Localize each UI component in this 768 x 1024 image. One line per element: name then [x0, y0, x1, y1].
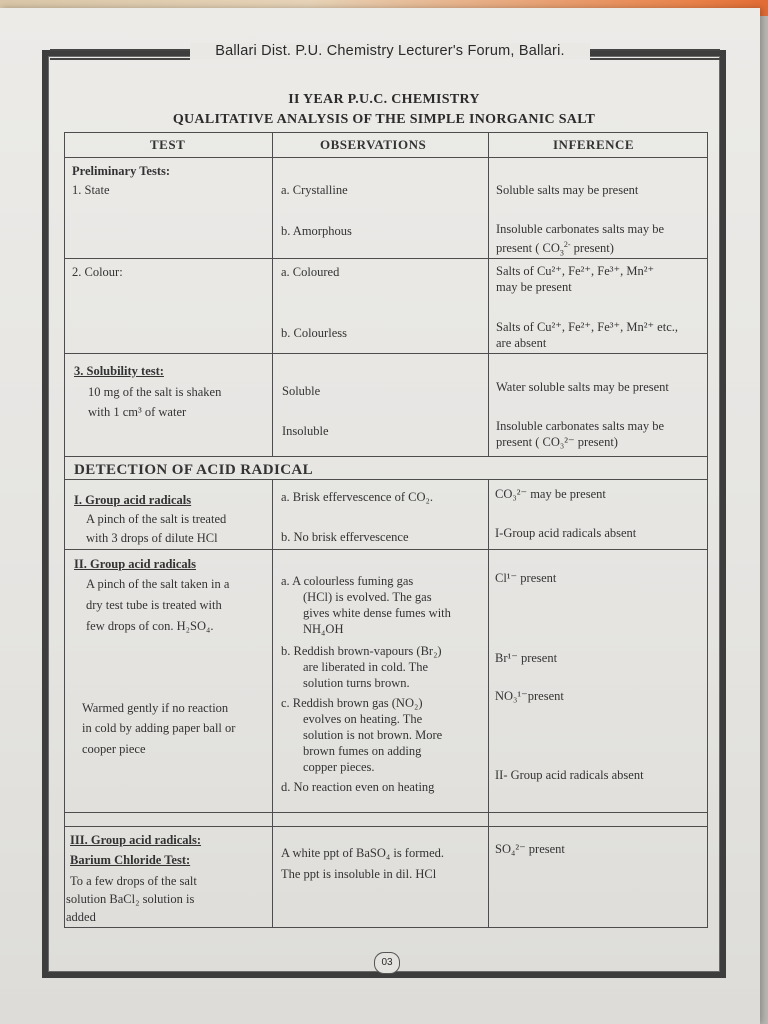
- col-divider: [488, 132, 489, 456]
- group3-subheading: Barium Chloride Test:: [70, 853, 191, 867]
- row-rule: [64, 812, 708, 813]
- page-number: 03: [374, 952, 400, 974]
- row-rule: [64, 826, 708, 827]
- colour-obs-b: b. Colourless: [281, 326, 347, 340]
- group2-inf-b: Br¹⁻ present: [495, 651, 558, 665]
- row-rule: [64, 479, 708, 480]
- group3-obs-line2: The ppt is insoluble in dil. HCl: [281, 867, 437, 881]
- col-divider: [272, 132, 273, 456]
- group2-test-line1: A pinch of the salt taken in a: [86, 577, 230, 591]
- group2-obs-c-line1: c. Reddish brown gas (NO₂): [281, 696, 423, 710]
- state-inf-a: Soluble salts may be present: [496, 183, 639, 197]
- group2-obs-a-line4: NH₄OH: [303, 622, 344, 636]
- header-rule-right: [590, 49, 720, 60]
- document-subtitle: QUALITATIVE ANALYSIS OF THE SIMPLE INORGANIC SALT: [172, 112, 596, 127]
- row-rule: [64, 549, 708, 550]
- group2-obs-a-line1: a. A colourless fuming gas: [281, 574, 414, 588]
- group2-test-line4: Warmed gently if no reaction: [82, 701, 229, 715]
- colour-inf-b-line1: Salts of Cu²⁺, Fe²⁺, Fe³⁺, Mn²⁺ etc.,: [496, 320, 679, 334]
- row-rule: [64, 353, 708, 354]
- col-header-inference: INFERENCE: [553, 137, 635, 152]
- group2-heading: II. Group acid radicals: [74, 557, 197, 571]
- solubility-inf-b-line2: present ( CO₃²⁻ present): [496, 435, 618, 449]
- group2-inf-a: Cl¹⁻ present: [495, 571, 557, 585]
- header-rule: [64, 157, 708, 158]
- col-divider: [272, 479, 273, 928]
- colour-test: 2. Colour:: [72, 265, 123, 279]
- solubility-heading: 3. Solubility test:: [74, 364, 164, 378]
- solubility-test-line2: with 1 cm³ of water: [88, 405, 187, 419]
- group2-inf-d: II- Group acid radicals absent: [495, 768, 644, 782]
- group2-obs-c-line3: solution is not brown. More: [303, 728, 443, 742]
- group2-test-line6: cooper piece: [82, 742, 146, 756]
- group3-test-line1: To a few drops of the salt: [70, 874, 197, 888]
- group1-test-line1: A pinch of the salt is treated: [86, 512, 227, 526]
- state-test: 1. State: [72, 183, 110, 197]
- group3-heading: III. Group acid radicals:: [70, 833, 202, 847]
- state-inf-b-line2: present ( $CO_3^{2-}$ present): [496, 240, 614, 258]
- document-title: II YEAR P.U.C. CHEMISTRY: [288, 92, 480, 107]
- group2-obs-a-line3: gives white dense fumes with: [303, 606, 451, 620]
- group3-inf: SO₄²⁻ present: [495, 842, 565, 856]
- group2-obs-b-line1: b. Reddish brown-vapours (Br₂): [281, 644, 442, 658]
- solubility-inf-a: Water soluble salts may be present: [496, 380, 669, 394]
- row-rule: [64, 258, 272, 259]
- solubility-obs-b: Insoluble: [282, 424, 329, 438]
- group1-inf-a: CO₃²⁻ may be present: [495, 487, 606, 501]
- group2-obs-a-line2: (HCl) is evolved. The gas: [303, 590, 432, 604]
- solubility-test-line1: 10 mg of the salt is shaken: [88, 385, 222, 399]
- group1-test-line2: with 3 drops of dilute HCl: [86, 531, 218, 545]
- row-rule: [64, 456, 708, 457]
- colour-inf-a-line1: Salts of Cu²⁺, Fe²⁺, Fe³⁺, Mn²⁺: [496, 264, 655, 278]
- colour-obs-a: a. Coloured: [281, 265, 340, 279]
- group2-obs-d: d. No reaction even on heating: [281, 780, 435, 794]
- group1-obs-a: a. Brisk effervescence of CO₂.: [281, 490, 433, 504]
- group2-obs-b-line2: are liberated in cold. The: [303, 660, 429, 674]
- acid-radical-section-heading: DETECTION OF ACID RADICAL: [74, 462, 314, 478]
- header-rule-left: [50, 49, 190, 60]
- group3-test-line3: added: [66, 910, 96, 924]
- state-inf-b-line1: Insoluble carbonates salts may be: [496, 222, 665, 236]
- group2-test-line2: dry test tube is treated with: [86, 598, 222, 612]
- solubility-obs-a: Soluble: [282, 384, 321, 398]
- group1-heading: I. Group acid radicals: [74, 493, 192, 507]
- colour-inf-b-line2: are absent: [496, 336, 547, 350]
- group3-obs-line1: A white ppt of BaSO₄ is formed.: [281, 846, 445, 860]
- solubility-inf-b-line1: Insoluble carbonates salts may be: [496, 419, 665, 433]
- group1-inf-b: I-Group acid radicals absent: [495, 526, 637, 540]
- group3-test-line2: solution BaCl₂ solution is: [66, 892, 195, 906]
- preliminary-heading: Preliminary Tests:: [72, 164, 171, 178]
- state-obs-b: b. Amorphous: [281, 224, 352, 238]
- colour-inf-a-line2: may be present: [496, 280, 572, 294]
- group2-obs-c-line5: copper pieces.: [303, 760, 375, 774]
- forum-header: Ballari Dist. P.U. Chemistry Lecturer's Forum, Ballari.: [190, 43, 590, 59]
- group2-inf-c: NO₃¹⁻present: [495, 689, 564, 703]
- col-header-test: TEST: [150, 137, 186, 152]
- group2-obs-c-line2: evolves on heating. The: [303, 712, 423, 726]
- col-header-observations: OBSERVATIONS: [320, 137, 427, 152]
- group1-obs-b: b. No brisk effervescence: [281, 530, 409, 544]
- group2-test-line3: few drops of con. H₂SO₄.: [86, 619, 214, 633]
- group2-test-line5: in cold by adding paper ball or: [82, 721, 236, 735]
- group2-obs-c-line4: brown fumes on adding: [303, 744, 422, 758]
- state-obs-a: a. Crystalline: [281, 183, 348, 197]
- row-rule: [272, 258, 708, 259]
- col-divider: [488, 479, 489, 928]
- group2-obs-b-line3: solution turns brown.: [303, 676, 410, 690]
